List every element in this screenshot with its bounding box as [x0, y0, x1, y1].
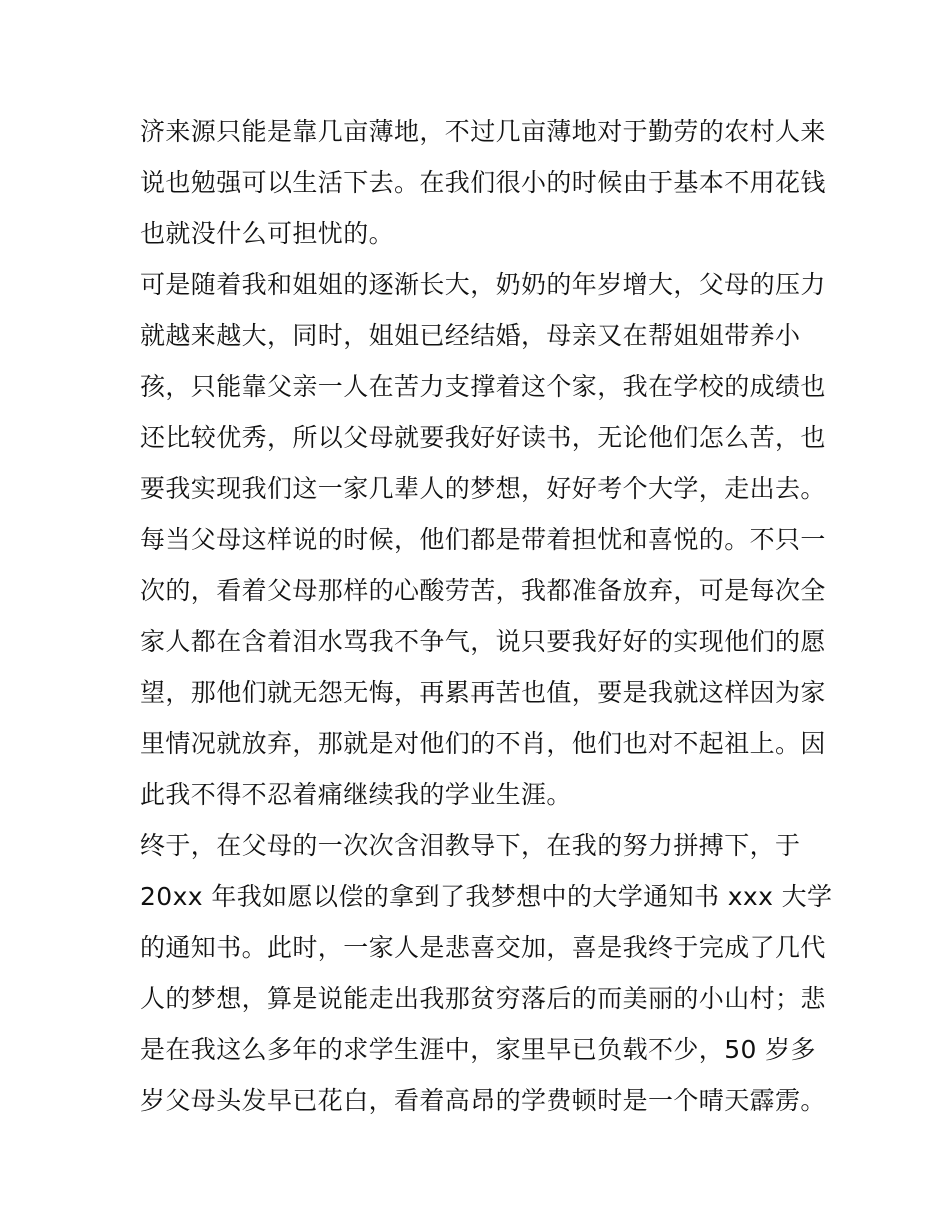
text-line: 家人都在含着泪水骂我不争气，说只要我好好的实现他们的愿	[140, 627, 826, 656]
text-line: 每当父母这样说的时候，他们都是带着担忧和喜悦的。不只一	[140, 525, 826, 554]
text-line: 望，那他们就无怨无悔，再累再苦也值，要是我就这样因为家	[140, 678, 826, 707]
text-line: 孩，只能靠父亲一人在苦力支撑着这个家，我在学校的成绩也	[140, 372, 826, 401]
text-line: 里情况就放弃，那就是对他们的不肖，他们也对不起祖上。因	[140, 729, 826, 758]
text-line: 人的梦想，算是说能走出我那贫穷落后的而美丽的小山村；悲	[140, 984, 826, 1013]
text-line: 的通知书。此时，一家人是悲喜交加，喜是我终于完成了几代	[140, 933, 826, 962]
text-line: 岁父母头发早已花白，看着高昂的学费顿时是一个晴天霹雳。	[140, 1086, 826, 1115]
text-line: 济来源只能是靠几亩薄地，不过几亩薄地对于勤劳的农村人来	[140, 117, 826, 146]
text-line: 也就没什么可担忧的。	[140, 219, 395, 248]
text-line: 20xx 年我如愿以偿的拿到了我梦想中的大学通知书 xxx 大学	[140, 882, 833, 911]
text-line: 次的，看着父母那样的心酸劳苦，我都准备放弃，可是每次全	[140, 576, 826, 605]
text-line: 就越来越大，同时，姐姐已经结婚，母亲又在帮姐姐带养小	[140, 321, 801, 350]
text-line: 终于，在父母的一次次含泪教导下，在我的努力拼搏下，于	[140, 831, 801, 860]
text-line: 此我不得不忍着痛继续我的学业生涯。	[140, 780, 572, 809]
text-line: 还比较优秀，所以父母就要我好好读书，无论他们怎么苦，也	[140, 423, 826, 452]
body-text	[140, 106, 833, 1126]
text-line: 说也勉强可以生活下去。在我们很小的时候由于基本不用花钱	[140, 168, 826, 197]
text-line: 是在我这么多年的求学生涯中，家里早已负载不少，50 岁多	[140, 1035, 816, 1064]
text-line: 可是随着我和姐姐的逐渐长大，奶奶的年岁增大，父母的压力	[140, 270, 826, 299]
text-line: 要我实现我们这一家几辈人的梦想，好好考个大学，走出去。	[140, 474, 826, 503]
